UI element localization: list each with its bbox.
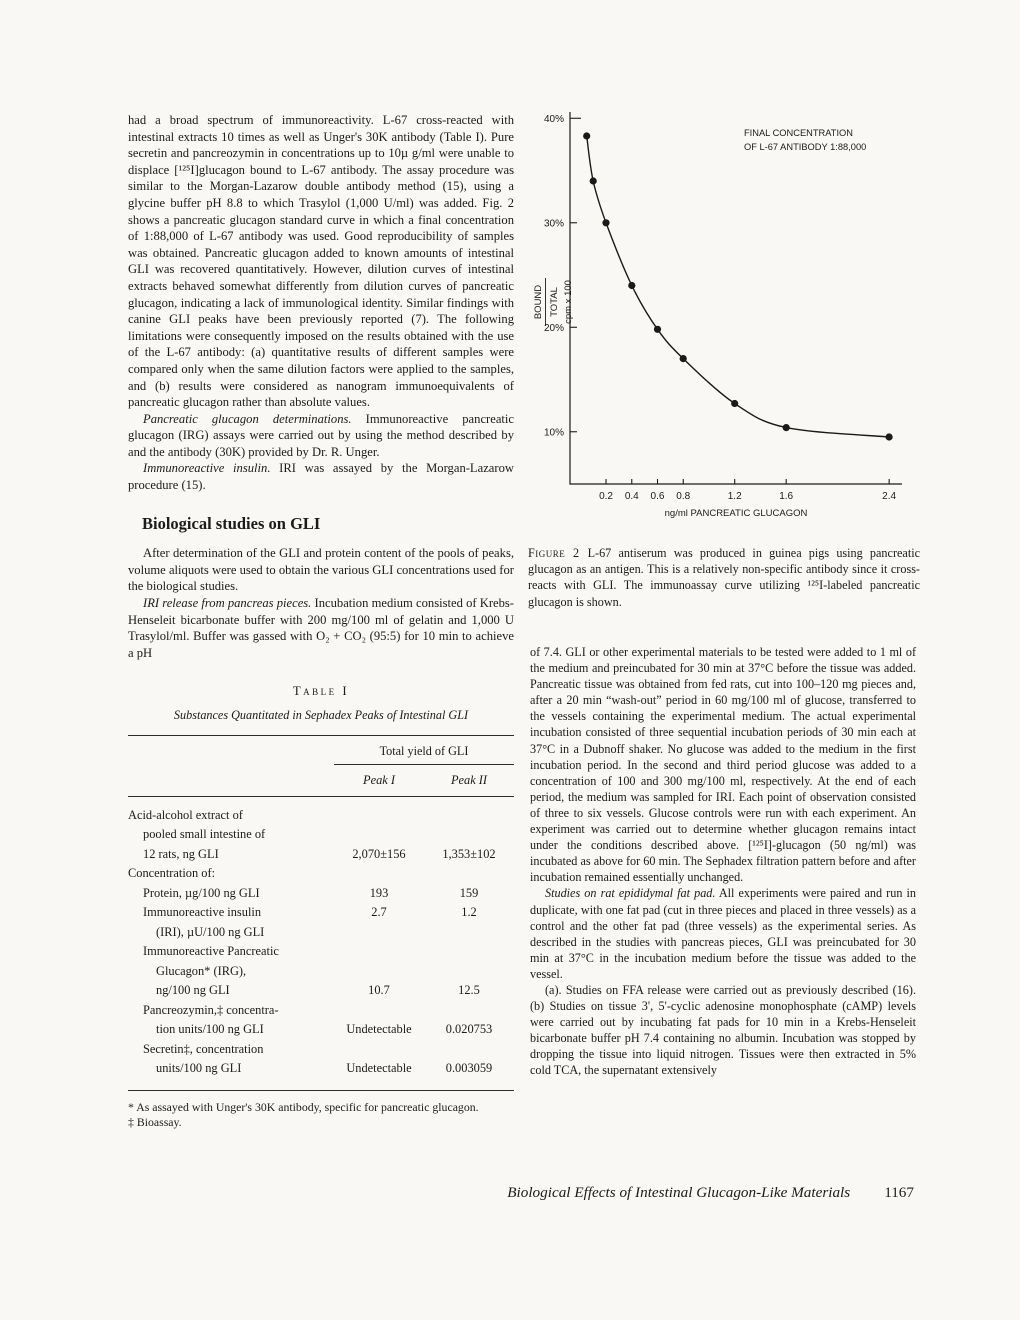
table-cell-peak2 — [424, 923, 514, 943]
y-tick-label: 30% — [543, 218, 564, 230]
figure-caption-text: L-67 antiserum was produced in guinea pigs using pancreatic glucagon as an antigen. This is a relatively non-specific antibody since it cross-reacts with GLI. The immunoassay curve utilizing ¹²⁵I-labeled pancreatic glucagon is shown. — [528, 546, 920, 609]
table-title: Table I — [292, 684, 350, 699]
paragraph-lead-in: Studies on rat epididymal fat pad. — [545, 886, 716, 901]
table-row-label: Protein, µg/100 ng GLI — [143, 885, 260, 900]
paragraph-pancreatic-glucagon-determinations — [128, 411, 514, 461]
table-header-spacer — [128, 743, 334, 796]
paragraph-ffa-camp-studies: (a). Studies on FFA release were carried out as previously described (16). (b) Studies on tissue 3', 5'-cyclic adenosine monophosphate (cAMP) levels were carried out by incubating fat pads for 10 min in a Krebs-Henseleit bicarbonate buffer pH 7.4 containing no albumin. Incubation was stopped by dropping the tissue into liquid nitrogen. Tissues were then extracted in 5% cold TCA, the supernatant extensively — [530, 982, 916, 1078]
table-cell-peak1: 10.7 — [368, 983, 390, 998]
table-cell-peak1 — [334, 962, 424, 982]
table-cell-peak2 — [424, 942, 514, 962]
section-heading-biological-studies: Biological studies on GLI — [142, 513, 321, 533]
table-cell-peak1 — [334, 806, 424, 826]
table-row — [128, 962, 514, 982]
table-caption: Substances Quantitated in Sephadex Peaks of Intestinal GLI — [173, 708, 469, 722]
x-axis-label: ng/ml PANCREATIC GLUCAGON — [664, 508, 808, 519]
table-cell-peak2: 12.5 — [458, 983, 480, 998]
table-row-label: (IRI), µU/100 ng GLI — [156, 924, 265, 939]
table-cell-peak2: 0.003059 — [445, 1061, 493, 1076]
table-rule-bottom — [128, 1090, 514, 1091]
table-footnotes — [128, 1100, 514, 1131]
table-row-label: pooled small intestine of — [143, 827, 266, 842]
x-tick-label: 0.2 — [599, 491, 613, 502]
data-point — [783, 424, 790, 431]
paragraph-incubation-procedure: of 7.4. GLI or other experimental materials to be tested were added to 1 ml of the medium and preincubated for 30 min at 37°C before the tissue was added. Pancreatic tissue was obtained from fed rats, cut into 100–120 mg pieces and, after a 20 min “wash-out” period in 60 mg/100 ml of glucose, transferred to the vessels containing the experimental medium. The actual experimental incubation consisted of three sequential incubation periods of 30 min each at 37°C in a Dubnoff shaker. No glucose was added to the medium in the first incubation period. In the second and third period glucose was added to a concentration of 100 and 300 mg/100 ml, respectively. At the end of each period, the medium was sampled for IRI. Each point of observation consisted of three to six vessels. Glucose controls were run with each experiment. An experiment was carried out to determine whether glucagon remains intact under the conditions described above. [¹²⁵I]-glucagon (50 ng/ml) was incubated as above for 60 min. The Sephadex filtration pattern before and after incubation remained essentially unchanged. — [530, 645, 916, 885]
table-row — [128, 864, 514, 884]
y-axis-label-units: cpm x 100 — [563, 280, 574, 324]
data-point — [602, 219, 609, 226]
table-cell-peak1: Undetectable — [346, 1061, 412, 1076]
data-point — [590, 177, 597, 184]
table-cell-peak1: Undetectable — [346, 1022, 412, 1037]
table-row — [128, 1040, 514, 1060]
paragraph-iri-release — [128, 595, 514, 661]
x-tick-label: 0.8 — [676, 491, 691, 502]
table-row-label: ng/100 ng GLI — [156, 983, 230, 998]
table-row-label: Secretin‡, concentration — [143, 1041, 264, 1056]
table-footnote-bioassay: ‡ Bioassay. — [128, 1115, 182, 1130]
table-cell-peak2: 0.020753 — [445, 1022, 493, 1037]
table-cell-peak2 — [424, 825, 514, 845]
paragraph-immunoreactive-insulin — [128, 460, 514, 493]
data-point — [583, 132, 590, 139]
table-cell-peak1 — [334, 825, 424, 845]
table-row — [128, 845, 514, 865]
paragraph-fat-pad-studies — [530, 885, 916, 982]
table-row — [128, 884, 514, 904]
table-cell-peak2 — [424, 962, 514, 982]
y-tick-label: 10% — [543, 427, 564, 439]
table-row — [128, 806, 514, 826]
table-row-label: Immunoreactive insulin — [143, 905, 262, 920]
table-row-label: tion units/100 ng GLI — [156, 1022, 264, 1037]
x-tick-label: 1.6 — [779, 491, 794, 502]
table-row-label: Acid-alcohol extract of — [128, 807, 243, 822]
paragraph-lead-in: Pancreatic glucagon determinations. — [143, 411, 352, 426]
table-row-label: Pancreozymin,‡ concentra- — [143, 1002, 279, 1017]
table-body — [128, 797, 514, 1090]
paragraph-gli-pools: After determination of the GLI and protein content of the pools of peaks, volume aliquots were used to obtain the various GLI concentrations used for the biological studies. — [128, 546, 514, 594]
x-tick-label: 0.6 — [650, 491, 665, 502]
running-title: Biological Effects of Intestinal Glucagon-Like Materials — [507, 1184, 851, 1201]
x-tick-label: 0.4 — [624, 491, 639, 502]
table-column-headers — [334, 765, 514, 796]
table-cell-peak1: 2.7 — [371, 905, 387, 920]
page-footer — [128, 1184, 914, 1202]
data-point — [680, 355, 687, 362]
paragraph-text: Incubation medium consisted of Krebs-Henseleit bicarbonate buffer with 200 mg/100 ml of gelatin and 1,000 U Trasylol/ml. Buffer was gassed with O₂ + CO₂ (95:5) for 10 min to achieve a pH — [128, 596, 515, 660]
table-cell-peak2: 1.2 — [461, 905, 477, 920]
table-cell-peak2: 159 — [459, 885, 479, 900]
table-cell-peak1 — [334, 1040, 424, 1060]
table-row-label: Immunoreactive Pancreatic — [143, 944, 279, 959]
table-cell-peak1 — [334, 942, 424, 962]
table-row — [128, 1020, 514, 1040]
table-1 — [128, 683, 514, 1131]
paragraph-lead-in: IRI release from pancreas pieces. — [143, 596, 312, 611]
table-row-label: Glucagon* (IRG), — [156, 963, 247, 978]
table-group-header: Total yield of GLI — [379, 743, 469, 758]
y-axis-label-denominator: TOTAL — [549, 287, 560, 317]
table-cell-peak2 — [424, 1001, 514, 1021]
table-cell-peak1: 2,070±156 — [352, 846, 406, 861]
y-axis-label-numerator: BOUND — [533, 284, 544, 320]
x-tick-label: 2.4 — [882, 491, 897, 502]
data-point — [628, 282, 635, 289]
figure-2-chart — [528, 102, 920, 532]
paragraph-methods-continued: had a broad spectrum of immunoreactivity. L-67 cross-reacted with intestinal extracts 10 times as well as Unger's 30K antibody (Table I). Pure secretin and pancreozymin in concentrations up to 10µ g/ml were unable to displace [¹²⁵I]glucagon bound to L-67 antibody. The assay procedure was similar to the Morgan-Lazarow double antibody method (15), using a glycine buffer pH 8.8 to which Trasylol (1,000 U/ml) was added. Fig. 2 shows a pancreatic glucagon standard curve in which a final concentration of 1:88,000 of L-67 antibody was used. Good reproducibility of samples was obtained. Pancreatic glucagon added to known amounts of intestinal GLI was recovered quantitatively. However, dilution curves of intestinal extracts behaved somewhat differently from dilution curves of pancreatic glucagon, indicating a lack of immunological identity. Similar findings with canine GLI peaks have been previously reported (7). The following limitations were consequently imposed on the results obtained with the use of the L-67 antibody: (a) quantitative results of different samples were compared only when the same dilution factors were applied to the samples, and (b) results were considered as nanogram immunoequivalents of pancreatic glucagon rather than absolute values. — [128, 113, 514, 410]
figure-caption — [528, 545, 920, 610]
data-point — [886, 433, 893, 440]
figure-caption-label: Figure 2 — [528, 546, 580, 560]
figure-2 — [528, 102, 920, 610]
table-row-label: 12 rats, ng GLI — [143, 846, 219, 861]
data-point — [731, 400, 738, 407]
paragraph-text: All experiments were paired and run in duplicate, with one fat pad (cut in three pieces and placed in three vessels) as a control and the other fat pad (three vessels) as the experimental series. As described in the studies with pancreas pieces, GLI was preincubated for 30 min at 37°C in the incubation medium before the tissue was added to the vessel. — [530, 886, 917, 981]
column-header-peak1: Peak I — [363, 773, 395, 788]
table-row-label: units/100 ng GLI — [156, 1061, 242, 1076]
table-row-label: Concentration of: — [128, 866, 216, 881]
right-column — [530, 644, 916, 1079]
table-row — [128, 1001, 514, 1021]
paragraph-text: IRI was assayed by the Morgan-Lazarow procedure (15). — [128, 461, 514, 493]
table-row — [128, 923, 514, 943]
page-number: 1167 — [884, 1184, 914, 1201]
table-cell-peak1 — [334, 864, 424, 884]
table-header — [128, 736, 514, 796]
chart-annotation-line1: FINAL CONCENTRATION — [744, 128, 853, 138]
table-cell-peak2 — [424, 1040, 514, 1060]
y-tick-label: 40% — [543, 113, 564, 125]
table-footnote-asterisk: * As assayed with Unger's 30K antibody, specific for pancreatic glucagon. — [128, 1099, 479, 1114]
table-cell-peak1 — [334, 923, 424, 943]
table-row — [128, 825, 514, 845]
table-cell-peak2 — [424, 864, 514, 884]
table-cell-peak2 — [424, 806, 514, 826]
left-column — [128, 112, 514, 1131]
table-row — [128, 903, 514, 923]
table-row — [128, 1059, 514, 1079]
chart-annotation-line2: OF L-67 ANTIBODY 1:88,000 — [744, 142, 867, 152]
y-tick-label: 20% — [543, 322, 564, 334]
axes — [570, 112, 902, 484]
y-axis-label — [533, 278, 574, 326]
table-cell-peak1 — [334, 1001, 424, 1021]
table-row — [128, 981, 514, 1001]
table-cell-peak1: 193 — [369, 885, 389, 900]
table-cell-peak2: 1,353±102 — [442, 846, 496, 861]
data-point — [654, 326, 661, 333]
table-row — [128, 942, 514, 962]
x-tick-label: 1.2 — [727, 491, 742, 502]
paragraph-text: Immunoreactive pancreatic glucagon (IRG) assays were carried out by using the method described by and the antibody (30K) provided by Dr. R. Unger. — [128, 411, 514, 459]
column-header-peak2: Peak II — [450, 773, 488, 788]
paragraph-lead-in: Immunoreactive insulin. — [143, 461, 271, 476]
table-header-group — [334, 743, 514, 796]
